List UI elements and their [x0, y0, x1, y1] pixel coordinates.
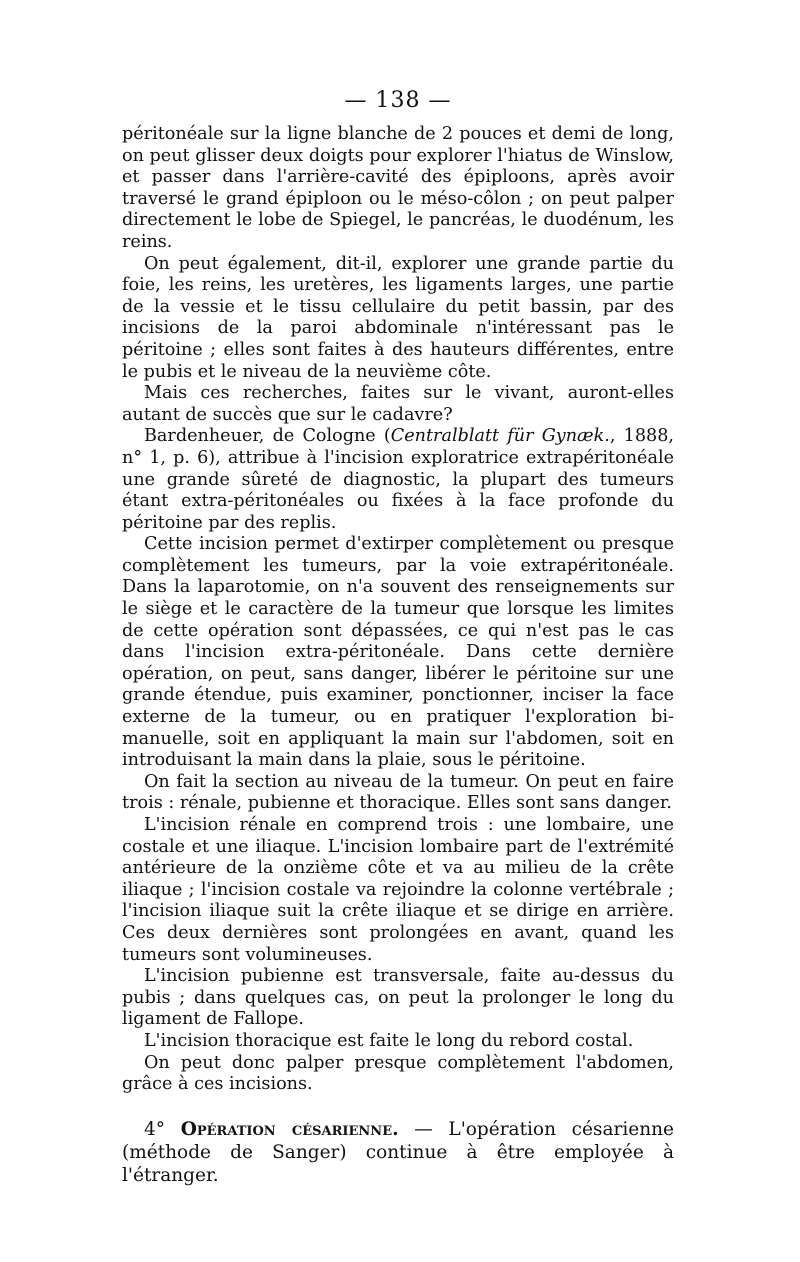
section-text: — L'opération césarienne (méthode de Sanger) continue à être employée à l'étranger.: [122, 1118, 674, 1186]
book-page: [122, 88, 674, 1187]
paragraph-7: L'incision rénale en comprend trois : une lombaire, une costale et une iliaque. L'incision lombaire part de l'extrémité antérieure de la onzième côte et va au milieu de la crête iliaque ; l'incision costale va rejoindre la colonne vertébrale ; l'incision iliaque suit la crête iliaque et se dirige en arrière. Ces deux dernières sont prolongées en avant, quand les tumeurs sont volumineuses.: [122, 815, 674, 965]
paragraph-6: On fait la section au niveau de la tumeur. On peut en faire trois : rénale, pubienne et thoracique. Elles sont sans danger.: [122, 771, 674, 814]
paragraph-10: On peut donc palper presque complètement l'abdomen, grâce à ces incisions.: [122, 1052, 674, 1095]
journal-citation: Centralblatt für Gynæk.: [390, 426, 610, 447]
bardenheuer-rest: , 1888, n° 1, p. 6), attribue à l'incision exploratrice extrapéritonéale une grande sûreté de diagnostic, la plupart des tumeurs étant extra-péritonéales ou fixées à la face profonde du péritoine par des replis.: [122, 426, 675, 533]
paragraph-1: péritonéale sur la ligne blanche de 2 pouces et demi de long, on peut glisser deux doigts pour explorer l'hiatus de Winslow, et passer dans l'arrière-cavité des épiploons, après avoir traversé le grand épiploon ou le méso-côlon ; on peut palper directement le lobe de Spiegel, le pancréas, le duodénum, les reins.: [122, 124, 674, 252]
paragraph-8: L'incision pubienne est transversale, faite au-dessus du pubis ; dans quelques cas, on peut la prolonger le long du ligament de Fallope.: [122, 966, 674, 1030]
paragraph-bardenheuer: [122, 426, 674, 534]
page-number: — 138 —: [344, 88, 452, 113]
section-number: 4°: [144, 1118, 166, 1140]
section-cesarienne: [122, 1118, 674, 1187]
bardenheuer-intro: Bardenheuer, de Cologne (: [144, 426, 391, 447]
paragraph-9: L'incision thoracique est faite le long du rebord costal.: [144, 1030, 634, 1051]
paragraph-5: Cette incision permet d'extirper complètement ou presque complètement les tumeurs, par la voie extrapéritonéale. Dans la laparotomie, on n'a souvent des renseignements sur le siège et le caractère de la tumeur que lorsque les limites de cette opération sont dépassées, ce qui n'est pas le cas dans l'incision extra-péritonéale. Dans cette dernière opération, on peut, sans danger, libérer le péritoine sur une grande étendue, puis examiner, ponctionner, inciser la face externe de la tumeur, ou en pratiquer l'exploration bi-manuelle, soit en appliquant la main sur l'abdomen, soit en introduisant la main dans la plaie, sous le péritoine.: [122, 534, 674, 771]
section-title: Opération césarienne.: [180, 1118, 399, 1140]
paragraph-3: Mais ces recherches, faites sur le vivant, auront-elles autant de succès que sur le cadavre?: [122, 383, 674, 425]
paragraph-2: On peut également, dit-il, explorer une grande partie du foie, les reins, les uretères, les ligaments larges, une partie de la vessie et le tissu cellulaire du petit bassin, par des incisions de la paroi abdominale n'intéressant pas le péritoine ; elles sont faites à des hauteurs différentes, entre le pubis et le niveau de la neuvième côte.: [122, 253, 674, 382]
